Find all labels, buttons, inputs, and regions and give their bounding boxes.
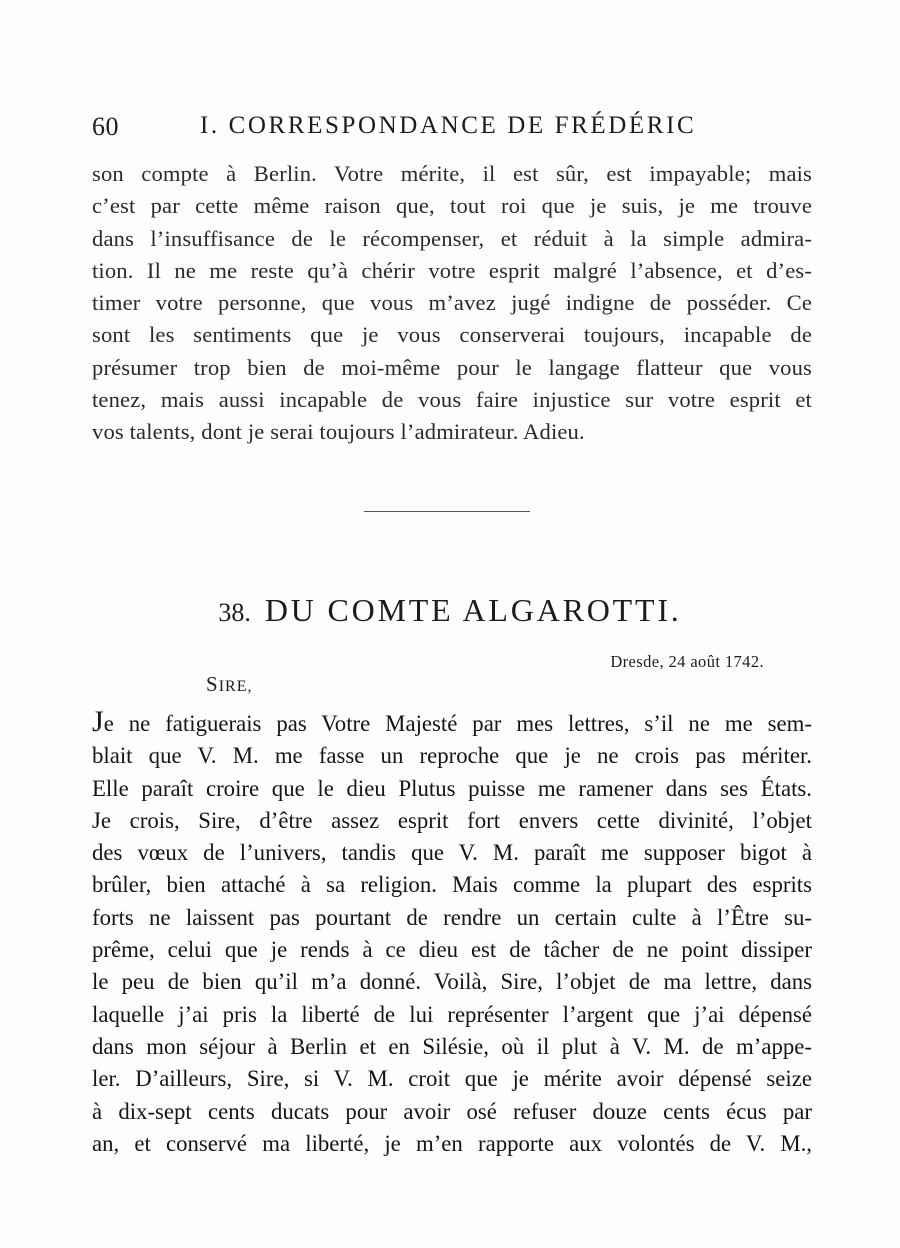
text-line: prême, celui que je rends à ce dieu est de tâcher de ne point dissiper xyxy=(92,937,812,963)
running-title: I. CORRESPONDANCE DE FRÉDÉRIC xyxy=(200,112,697,139)
text-line: des vœux de l’univers, tandis que V. M. paraît me supposer bigot à xyxy=(92,840,812,866)
text-line: Je crois, Sire, d’être assez esprit fort envers cette divinité, l’objet xyxy=(92,807,812,833)
section-separator-rule xyxy=(364,511,530,512)
text-line: le peu de bien qu’il m’a donné. Voilà, Sire, l’objet de ma lettre, dans xyxy=(92,969,812,995)
continuation-paragraph xyxy=(92,158,812,449)
text-line: présumer trop bien de moi-même pour le langage flatteur que vous xyxy=(92,354,812,380)
section-title: DU COMTE ALGAROTTI. xyxy=(264,592,682,628)
text-line: Elle paraît croire que le dieu Plutus puisse me ramener dans ses États. xyxy=(92,775,812,801)
letter-body xyxy=(92,705,812,1160)
salutation-rest: IRE, xyxy=(218,678,253,695)
text-line: blait que V. M. me fasse un reproche que je ne crois pas mériter. xyxy=(92,743,812,769)
text-line: tion. Il ne me reste qu’à chérir votre esprit malgré l’absence, et d’es- xyxy=(92,257,812,283)
text-line: laquelle j’ai pris la liberté de lui représenter l’argent que j’ai dépensé xyxy=(92,1001,812,1027)
text-line: c’est par cette même raison que, tout roi que je suis, je me trouve xyxy=(92,193,812,219)
text-line: son compte à Berlin. Votre mérite, il est sûr, est impayable; mais xyxy=(92,161,812,186)
text-line: tenez, mais aussi incapable de vous faire injustice sur votre esprit et xyxy=(92,387,812,413)
text-line: an, et conservé ma liberté, je m’en rapporte aux volontés de V. M., xyxy=(92,1130,812,1156)
text-line: forts ne laissent pas pourtant de rendre un certain culte à l’Être su- xyxy=(92,904,812,930)
drop-cap: J xyxy=(92,705,104,738)
text-line: brûler, bien attaché à sa religion. Mais comme la plupart des esprits xyxy=(92,872,812,898)
text-line: ler. D’ailleurs, Sire, si V. M. croit que je mérite avoir dépensé seize xyxy=(92,1066,812,1092)
running-head xyxy=(92,112,812,148)
first-line-text: e ne fatiguerais pas Votre Majesté par mes lettres, s’il ne me sem- xyxy=(103,711,812,736)
text-line: dans mon séjour à Berlin et en Silésie, où il plut à V. M. de m’appe- xyxy=(92,1033,812,1059)
text-line: sont les sentiments que je vous conserverai toujours, incapable de xyxy=(92,322,812,348)
text-line: à dix-sept cents ducats pour avoir osé refuser douze cents écus par xyxy=(92,1098,812,1124)
text-line: timer votre personne, que vous m’avez jugé indigne de posséder. Ce xyxy=(92,290,812,316)
section-heading xyxy=(0,592,900,629)
text-line-first xyxy=(92,705,812,740)
page-number: 60 xyxy=(92,112,119,141)
letter-dateline: Dresde, 24 août 1742. xyxy=(610,652,764,671)
section-number: 38. xyxy=(218,598,251,627)
text-line: dans l’insuffisance de le récompenser, et réduit à la simple admira- xyxy=(92,225,812,251)
salutation-initial: S xyxy=(206,672,219,696)
text-line: vos talents, dont je serai toujours l’admirateur. Adieu. xyxy=(92,419,585,445)
letter-salutation xyxy=(206,672,252,697)
